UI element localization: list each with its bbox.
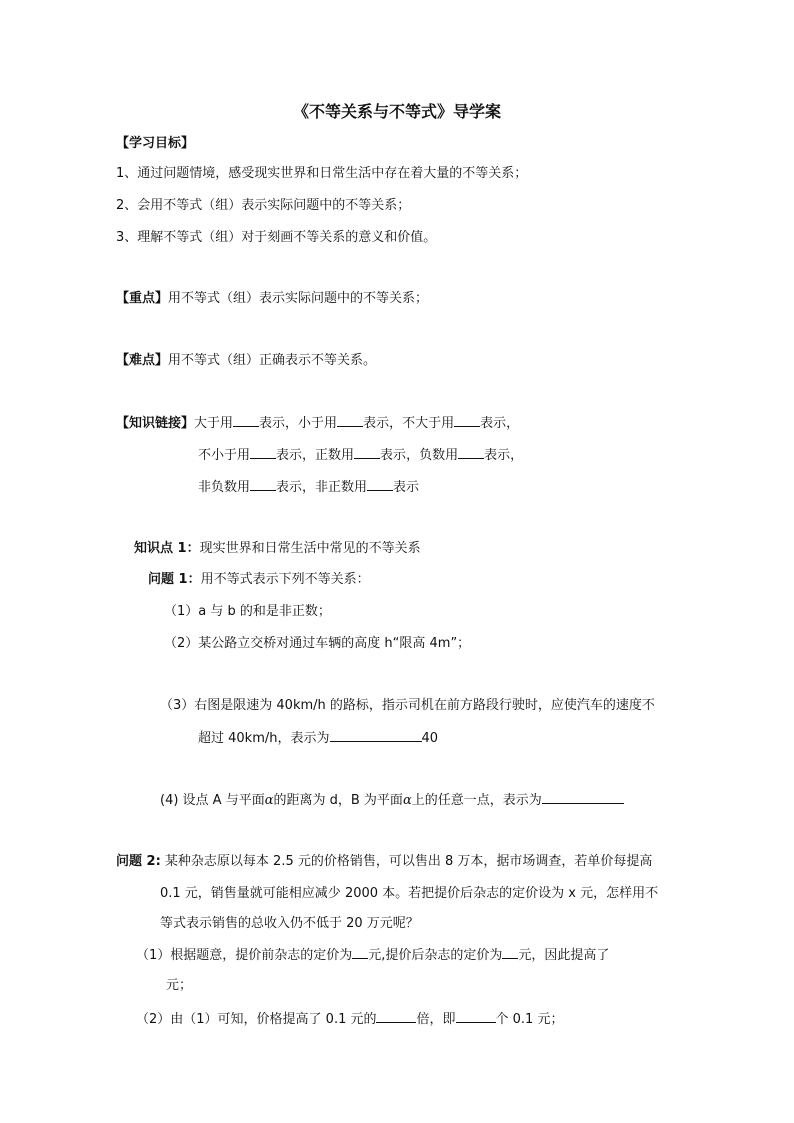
problem-1-q3-line-2 bbox=[198, 729, 438, 748]
fill-blank[interactable] bbox=[233, 414, 259, 427]
key-point-line bbox=[116, 290, 428, 308]
problem-1-heading bbox=[148, 571, 370, 589]
problem-1-text: 用不等式表示下列不等关系： bbox=[200, 572, 370, 587]
step-1-text: （1）根据题意，提价前杂志的定价为 bbox=[136, 948, 353, 963]
knowledge-text: ， bbox=[506, 416, 520, 431]
key-point-text: 用不等式（组）表示实际问题中的不等关系； bbox=[168, 291, 429, 306]
knowledge-text: 大于用 bbox=[194, 416, 234, 431]
fill-blank[interactable] bbox=[458, 446, 484, 459]
problem-2-line-1 bbox=[116, 853, 652, 871]
answer-blank[interactable] bbox=[542, 791, 624, 804]
objectives-heading: 【学习目标】 bbox=[116, 136, 195, 151]
problem-1-q3-line-1: （3）右图是限速为 40km/h 的路标，指示司机在前方路段行驶时，应使汽车的速度不 bbox=[160, 698, 655, 713]
knowledge-link-line-3 bbox=[198, 478, 419, 497]
knowledge-text: 表示 bbox=[393, 480, 420, 495]
difficulty-line bbox=[116, 352, 376, 370]
fill-blank[interactable] bbox=[367, 478, 393, 491]
problem-2-step-2 bbox=[136, 1010, 563, 1029]
knowledge-text: 表示 bbox=[259, 416, 286, 431]
knowledge-text: ，小于用 bbox=[285, 416, 338, 431]
fill-blank[interactable] bbox=[376, 1010, 416, 1023]
knowledge-point-1 bbox=[134, 540, 421, 558]
problem-2-line-3: 等式表示销售的总收入仍不低于 20 万元呢？ bbox=[160, 916, 419, 931]
knowledge-text: ，正数用 bbox=[302, 448, 355, 463]
knowledge-text: ， bbox=[510, 448, 524, 463]
fill-blank[interactable] bbox=[250, 446, 276, 459]
difficulty-label: 【难点】 bbox=[116, 353, 169, 368]
difficulty-text: 用不等式（组）正确表示不等关系。 bbox=[168, 353, 377, 368]
knowledge-link-line-2 bbox=[198, 446, 523, 465]
answer-blank[interactable] bbox=[330, 729, 422, 742]
fill-blank[interactable] bbox=[456, 1010, 496, 1023]
fill-blank[interactable] bbox=[454, 414, 480, 427]
knowledge-link-label: 【知识链接】 bbox=[116, 416, 195, 431]
knowledge-text: ，非正数用 bbox=[302, 480, 368, 495]
problem-1-label: 问题 1： bbox=[148, 572, 201, 587]
knowledge-point-label: 知识点 1： bbox=[134, 541, 200, 556]
fill-blank[interactable] bbox=[352, 946, 368, 959]
q4-text: 上的任意一点，表示为 bbox=[411, 793, 542, 808]
step-2-text: 倍，即 bbox=[416, 1012, 456, 1027]
problem-2-label: 问题 2: bbox=[116, 854, 161, 869]
alpha-symbol: α bbox=[402, 793, 412, 808]
objective-item-3: 3、理解不等式（组）对于刻画不等关系的意义和价值。 bbox=[116, 230, 437, 245]
knowledge-text: 表示 bbox=[276, 480, 303, 495]
problem-1-q2: （2）某公路立交桥对通过车辆的高度 h“限高 4m”； bbox=[164, 636, 471, 651]
knowledge-text: 非负数用 bbox=[198, 480, 251, 495]
problem-2-line-2: 0.1 元，销售量就可能相应减少 2000 本。若把提价后杂志的定价设为 x 元，怎样用不 bbox=[160, 886, 659, 901]
problem-1-q1: （1）a 与 b 的和是非正数； bbox=[164, 604, 331, 619]
step-1-text: 元，因此提高了 bbox=[518, 948, 610, 963]
problem-1-q4 bbox=[160, 791, 624, 810]
knowledge-text: 表示 bbox=[380, 448, 407, 463]
knowledge-text: ，负数用 bbox=[406, 448, 459, 463]
page-title: 《不等关系与不等式》导学案 bbox=[292, 102, 501, 121]
key-point-label: 【重点】 bbox=[116, 291, 169, 306]
alpha-symbol: α bbox=[264, 793, 274, 808]
problem-2-step-1-cont: 元； bbox=[166, 978, 193, 993]
knowledge-text: 表示 bbox=[276, 448, 303, 463]
fill-blank[interactable] bbox=[337, 414, 363, 427]
problem-2-step-1 bbox=[136, 946, 609, 965]
knowledge-text: 表示 bbox=[363, 416, 390, 431]
knowledge-link-line-1 bbox=[116, 414, 519, 433]
fill-blank[interactable] bbox=[502, 946, 518, 959]
q4-text: (4) 设点 A 与平面 bbox=[160, 793, 265, 808]
knowledge-point-text: 现实世界和日常生活中常见的不等关系 bbox=[199, 541, 421, 556]
knowledge-text: ，不大于用 bbox=[389, 416, 455, 431]
q4-text: 的距离为 d，B 为平面 bbox=[273, 793, 403, 808]
objective-item-2: 2、会用不等式（组）表示实际问题中的不等关系； bbox=[116, 198, 411, 213]
fill-blank[interactable] bbox=[250, 478, 276, 491]
step-2-text: （2）由（1）可知，价格提高了 0.1 元的 bbox=[136, 1012, 377, 1027]
objective-item-1: 1、通过问题情境，感受现实世界和日常生活中存在着大量的不等关系； bbox=[116, 166, 528, 181]
knowledge-text: 表示 bbox=[484, 448, 511, 463]
step-1-text: 元,提价后杂志的定价为 bbox=[368, 948, 503, 963]
q3-text: 超过 40km/h，表示为 bbox=[198, 731, 330, 746]
knowledge-text: 不小于用 bbox=[198, 448, 251, 463]
fill-blank[interactable] bbox=[354, 446, 380, 459]
step-2-text: 个 0.1 元； bbox=[495, 1012, 564, 1027]
q3-value: 40 bbox=[421, 731, 439, 746]
knowledge-text: 表示 bbox=[480, 416, 507, 431]
problem-2-text: 某种杂志原以每本 2.5 元的价格销售，可以售出 8 万本，据市场调查，若单价每提高 bbox=[164, 854, 653, 869]
